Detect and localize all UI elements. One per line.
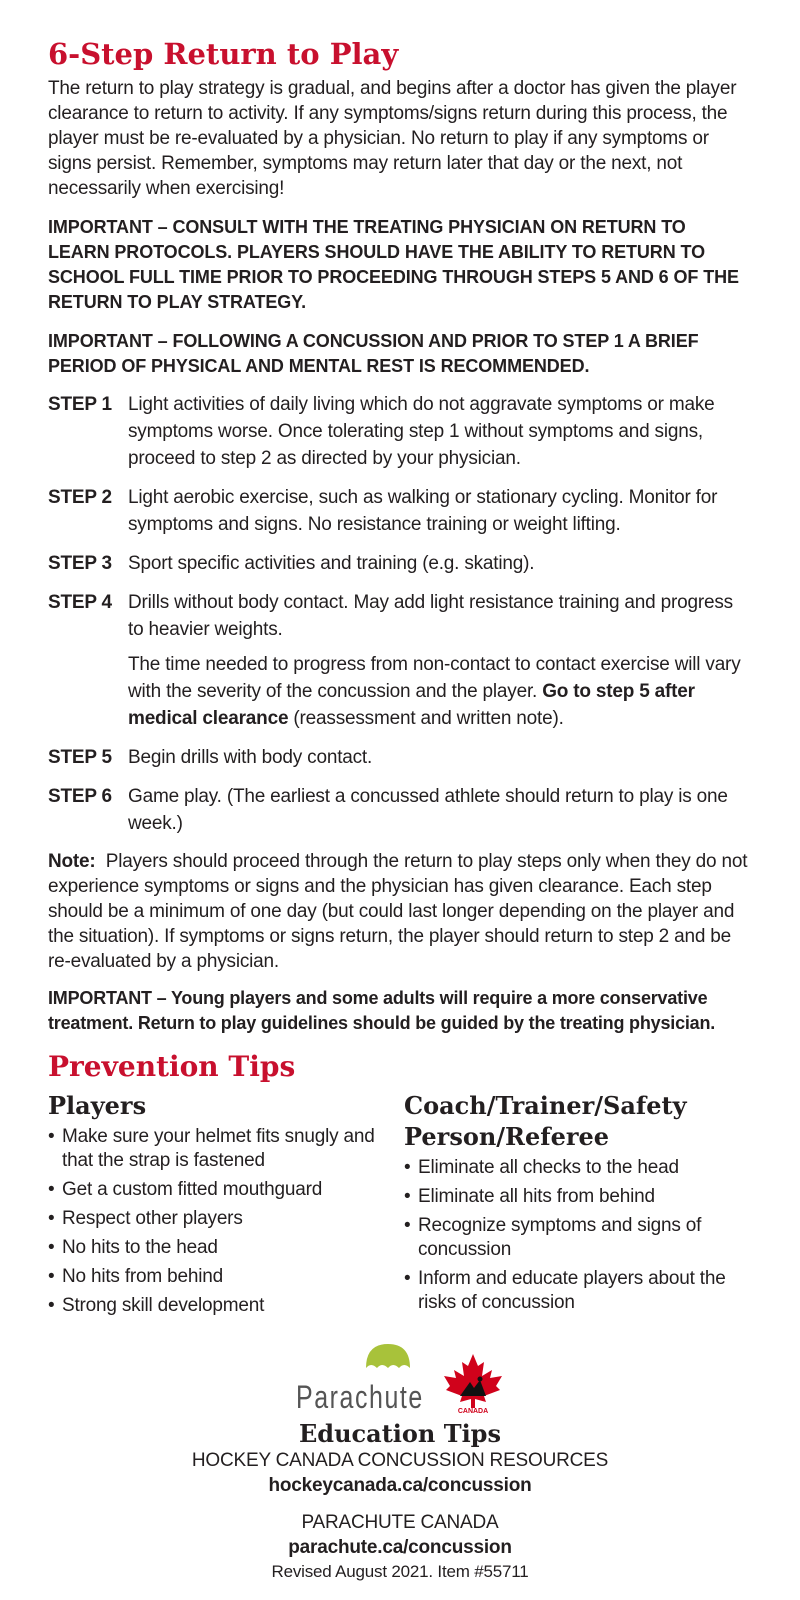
hockey-canada-link[interactable]: hockeycanada.ca/concussion	[268, 1475, 532, 1496]
step-5	[48, 744, 752, 771]
list-item: • No hits to the head	[48, 1236, 404, 1260]
step-4-extra	[128, 651, 752, 732]
step-label: STEP 1	[48, 394, 112, 415]
list-item: • Eliminate all hits from behind	[404, 1185, 752, 1209]
players-list	[48, 1125, 404, 1318]
step-text: Light aerobic exercise, such as walking or stationary cycling. Monitor for symptoms and signs. No resistance training or weight lifting.	[128, 487, 718, 535]
step-label: STEP 4	[48, 592, 112, 613]
step-text: Light activities of daily living which do not aggravate symptoms or make symptoms worse. Once tolerating step 1 without symptoms and signs, proceed to step 2 as directed by your physician.	[128, 394, 715, 469]
step-body	[128, 589, 752, 732]
step-4-extra-post: (reassessment and written note).	[288, 708, 564, 729]
step-4	[48, 589, 752, 732]
parachute-wordmark: Parachute	[296, 1379, 424, 1415]
parachute-logo	[296, 1350, 424, 1416]
step-text: Begin drills with body contact.	[128, 747, 373, 768]
list-item: • No hits from behind	[48, 1265, 404, 1289]
page-title: 6-Step Return to Play	[48, 37, 399, 71]
hockey-canada-wordmark: CANADA	[457, 1408, 489, 1414]
step-label: STEP 2	[48, 487, 112, 508]
hockey-canada-logo	[440, 1352, 506, 1414]
list-item: • Make sure your helmet fits snugly and that the strap is fastened	[48, 1125, 404, 1173]
list-item: • Eliminate all checks to the head	[404, 1156, 752, 1180]
list-item: • Get a custom fitted mouthguard	[48, 1178, 404, 1202]
hockey-canada-label: HOCKEY CANADA CONCUSSION RESOURCES	[191, 1450, 609, 1471]
step-label: STEP 3	[48, 553, 112, 574]
step-text: Sport specific activities and training (e.g. skating).	[128, 553, 535, 574]
coach-list	[404, 1156, 752, 1315]
step-3	[48, 550, 752, 577]
players-heading: Players	[48, 1091, 147, 1120]
parachute-canada-label: PARACHUTE CANADA	[301, 1512, 499, 1533]
footer	[0, 1420, 800, 1584]
intro-paragraph: The return to play strategy is gradual, and begins after a doctor has given the player clearance to return to activity. If any symptoms/signs return during this process, the player must be re-evaluated by a physician. No return to play if any symptoms or signs persist. Remember, symptoms may return later that day or the next, not necessarily when exercising!	[48, 78, 737, 199]
steps-list	[48, 391, 752, 837]
coach-heading: Coach/Trainer/Safety Person/Referee	[404, 1091, 687, 1151]
note-paragraph	[48, 849, 752, 974]
step-1	[48, 391, 752, 472]
parachute-canopy-icon	[296, 1338, 424, 1378]
maple-leaf-icon	[440, 1352, 506, 1414]
education-tips-title: Education Tips	[299, 1419, 501, 1448]
important-notice-3: IMPORTANT – Young players and some adults will require a more conservative treatment. Return to play guidelines should be guided by the treating physician.	[48, 988, 716, 1033]
step-4-extra-pre: The time needed to progress from non-contact to contact exercise will vary with the severity of the concussion and the player.	[128, 654, 741, 702]
partner-logos	[0, 1350, 800, 1420]
prevention-title: Prevention Tips	[48, 1050, 296, 1083]
step-2	[48, 484, 752, 538]
list-item: • Recognize symptoms and signs of concussion	[404, 1214, 752, 1262]
step-6	[48, 783, 752, 837]
prevention-columns	[48, 1090, 752, 1323]
list-item: • Respect other players	[48, 1207, 404, 1231]
note-label: Note:	[48, 851, 96, 872]
step-label: STEP 6	[48, 786, 112, 807]
important-notice-1: IMPORTANT – CONSULT WITH THE TREATING PHYSICIAN ON RETURN TO LEARN PROTOCOLS. PLAYERS SHOULD HAVE THE ABILITY TO RETURN TO SCHOOL FULL TIME PRIOR TO PROCEEDING THROUGH STEPS 5 AND 6 OF THE RETURN TO PLAY STRATEGY.	[48, 217, 739, 312]
note-text: Players should proceed through the return to play steps only when they do not experience symptoms or signs and the physician has given clearance. Each step should be a minimum of one day (but could last longer depending on the player and the situation). If symptoms or signs return, the player should return to step 2 and be re-evaluated by a physician.	[48, 851, 748, 972]
parachute-canada-link[interactable]: parachute.ca/concussion	[288, 1537, 512, 1558]
coach-column	[404, 1090, 752, 1323]
list-item: • Inform and educate players about the risks of concussion	[404, 1267, 752, 1315]
list-item: • Strong skill development	[48, 1294, 404, 1318]
step-text: Game play. (The earliest a concussed athlete should return to play is one week.)	[128, 786, 728, 834]
important-notice-2: IMPORTANT – FOLLOWING A CONCUSSION AND PRIOR TO STEP 1 A BRIEF PERIOD OF PHYSICAL AND MENTAL REST IS RECOMMENDED.	[48, 331, 699, 376]
players-column	[48, 1090, 404, 1323]
step-text: Drills without body contact. May add light resistance training and progress to heavier weights.	[128, 592, 733, 640]
step-label: STEP 5	[48, 747, 112, 768]
revision-note: Revised August 2021. Item #55711	[271, 1562, 529, 1581]
step-4-extra-bold: Go to step 5 after medical clearance	[128, 681, 695, 729]
